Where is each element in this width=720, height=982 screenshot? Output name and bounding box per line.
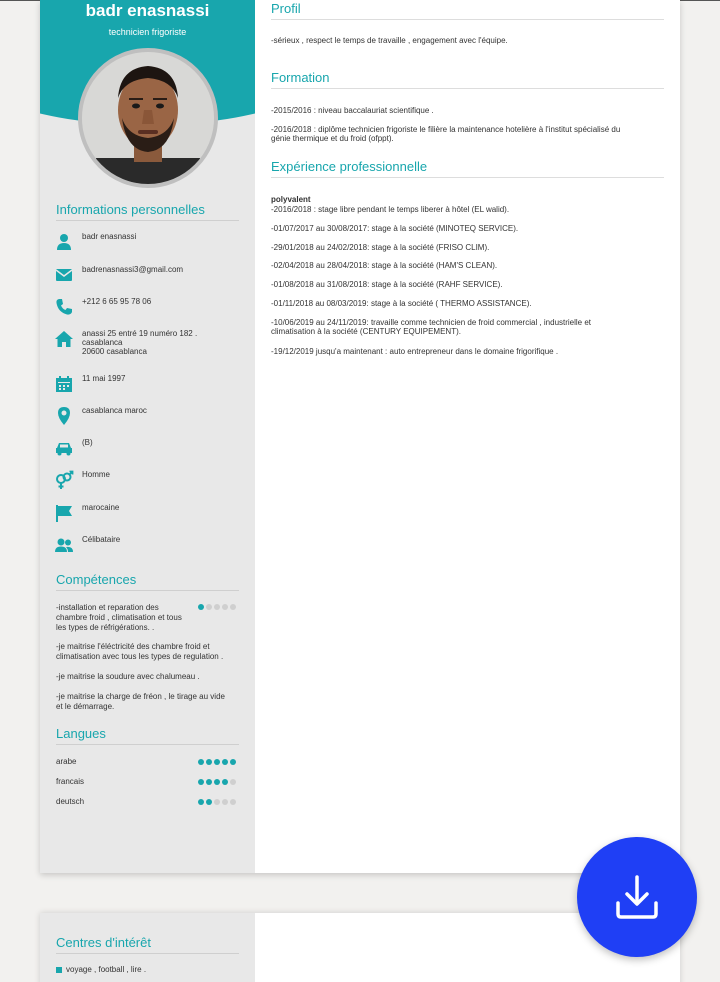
profil-title: Profil [271, 1, 664, 20]
language-level-dots [198, 799, 236, 805]
level-dot [230, 759, 236, 765]
level-dot [206, 604, 212, 610]
info-license [54, 438, 244, 462]
formation-item: -2015/2016 : niveau baccalauriat scientifique . [271, 106, 434, 115]
experience-item: -01/11/2018 au 08/03/2019: stage à la société ( THERMO ASSISTANCE). [271, 299, 532, 308]
languages-title: Langues [56, 726, 239, 745]
skill-item: -installation et reparation des chambre froid , climatisation et tous les types de réfrigérations. . [56, 603, 182, 632]
info-license-text: (B) [82, 438, 93, 447]
download-icon [613, 873, 661, 921]
level-dot [214, 604, 220, 610]
gender-icon [54, 470, 74, 490]
level-dot [198, 759, 204, 765]
level-dot [206, 779, 212, 785]
experience-item: -01/08/2018 au 31/08/2018: stage à la société (RAHF SERVICE). [271, 280, 503, 289]
level-dot [222, 779, 228, 785]
skills-title: Compétences [56, 572, 239, 591]
candidate-name: badr enasnassi [85, 1, 210, 20]
formation-title: Formation [271, 70, 664, 89]
info-location-text: casablanca maroc [82, 406, 147, 415]
car-icon [54, 438, 74, 458]
interest-item: voyage , football , lire . [56, 965, 146, 974]
user-icon [54, 232, 74, 252]
info-nationality-text: marocaine [82, 503, 120, 512]
download-button[interactable] [577, 837, 697, 957]
info-gender-text: Homme [82, 470, 111, 479]
level-dot [206, 799, 212, 805]
experience-item: -01/07/2017 au 30/08/2017: stage à la société (MINOTEQ SERVICE). [271, 224, 519, 233]
experience-item: -2016/2018 : stage libre pendant le temps liberer à hôtel (EL walid). [271, 205, 510, 214]
skill-item: -je maitrise l'éléctricité des chambre froid et climatisation avec tous les types de regulation . [56, 642, 224, 661]
info-address-text: anassi 25 entré 19 numéro 182 . casablanca 20600 casablanca [82, 329, 198, 356]
phone-icon [54, 297, 74, 317]
level-dot [214, 779, 220, 785]
language-level-dots [198, 779, 236, 785]
level-dot [230, 779, 236, 785]
map-pin-icon [54, 406, 74, 426]
info-birthdate-text: 11 mai 1997 [82, 374, 126, 383]
info-name [54, 232, 244, 256]
info-email [54, 265, 244, 289]
level-dot [198, 779, 204, 785]
level-dot [230, 604, 236, 610]
home-icon [54, 329, 74, 349]
language-level-dots [198, 759, 236, 765]
language-name: francais [56, 777, 85, 786]
users-icon [54, 535, 74, 555]
experience-role: polyvalent [271, 195, 311, 204]
info-birthdate [54, 374, 244, 398]
info-location [54, 406, 244, 430]
profil-text: -sérieux , respect le temps de travaille , engagement avec l'équipe. [271, 36, 508, 45]
job-title: technicien frigoriste [108, 27, 187, 37]
level-dot [214, 759, 220, 765]
experience-item: -19/12/2019 jusqu'a maintenant : auto entrepreneur dans le domaine frigorifique . [271, 347, 559, 356]
skill-item: -je maitrise la soudure avec chalumeau . [56, 672, 200, 681]
experience-item: -29/01/2018 au 24/02/2018: stage à la société (FRISO CLIM). [271, 243, 490, 252]
language-name: arabe [56, 757, 77, 766]
skill-item: -je maitrise la charge de fréon , le tirage au vide et le démarrage. [56, 692, 225, 711]
sidebar [40, 0, 255, 873]
envelope-icon [54, 265, 74, 285]
level-dot [214, 799, 220, 805]
info-nationality [54, 503, 244, 527]
experience-title: Expérience professionnelle [271, 159, 664, 178]
experience-item: -02/04/2018 au 28/04/2018: stage à la société (HAM'S CLEAN). [271, 261, 498, 270]
skill-level-dots [198, 604, 236, 610]
level-dot [230, 799, 236, 805]
interests-title: Centres d'intérêt [56, 935, 239, 954]
bullet-square-icon [56, 967, 62, 973]
info-marital-status-text: Célibataire [82, 535, 121, 544]
info-phone [54, 297, 244, 321]
personal-info-title: Informations personnelles [56, 202, 239, 221]
level-dot [198, 799, 204, 805]
level-dot [198, 604, 204, 610]
info-email-text: badrenasnassi3@gmail.com [82, 265, 184, 274]
flag-icon [54, 503, 74, 523]
language-name: deutsch [56, 797, 85, 806]
calendar-icon [54, 374, 74, 394]
profile-photo [78, 48, 218, 188]
info-gender [54, 470, 244, 494]
formation-item: -2016/2018 : diplôme technicien frigoriste le filière la maintenance hotelière à l'institut spécialisé du génie thermique et du froid (ofppt). [271, 125, 621, 143]
info-name-text: badr enasnassi [82, 232, 137, 241]
info-address [54, 329, 244, 361]
experience-item: -10/06/2019 au 24/11/2019: travaille comme technicien de froid commercial , industrielle et climatisation à la société (CENTURY EQUIPEMENT). [271, 318, 592, 336]
info-marital-status [54, 535, 244, 559]
level-dot [222, 759, 228, 765]
level-dot [222, 604, 228, 610]
info-phone-text: +212 6 65 95 78 06 [82, 297, 152, 306]
level-dot [206, 759, 212, 765]
sidebar [40, 913, 255, 982]
resume-page-1 [40, 0, 680, 873]
level-dot [222, 799, 228, 805]
